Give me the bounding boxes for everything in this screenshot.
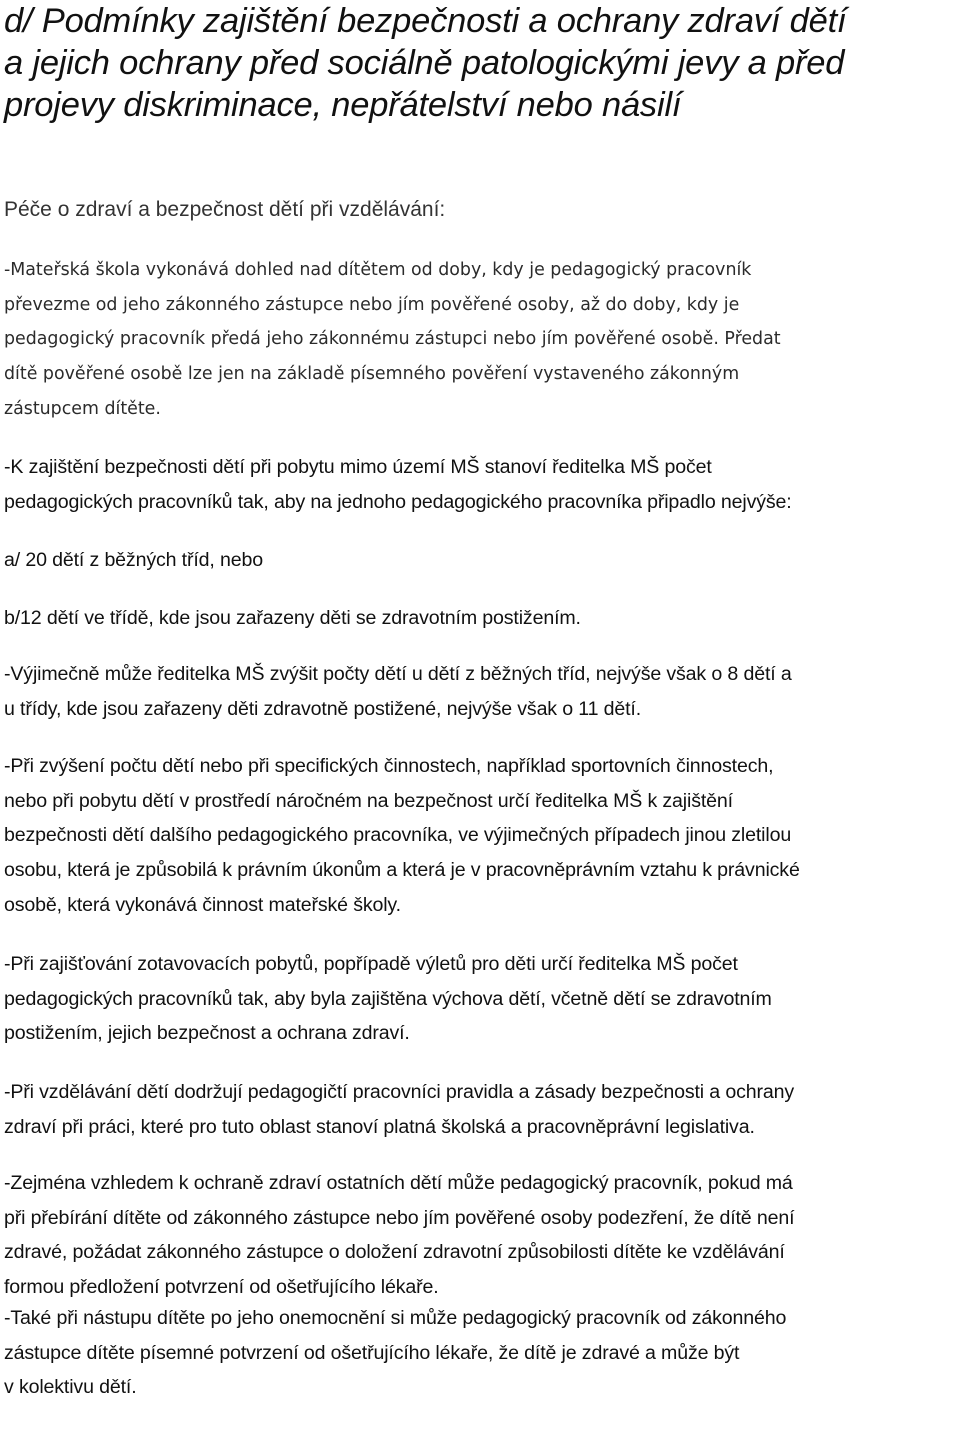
paragraph-line: při přebírání dítěte od zákonného zástupce nebo jím pověřené osoby podezření, že dítě není [4,1206,795,1229]
paragraph-line: osobu, která je způsobilá k právním úkonům a která je v pracovněprávním vztahu k právnické [4,859,800,882]
paragraph-line: formou předložení potvrzení od ošetřujícího lékaře. [4,1276,439,1299]
paragraph-line: pedagogických pracovníků tak, aby na jednoho pedagogického pracovníka připadlo nejvýše: [4,490,792,513]
paragraph-line: zástupce dítěte písemné potvrzení od ošetřujícího lékaře, že dítě je zdravé a může být [4,1341,740,1364]
paragraph-line: zdravé, požádat zákonného zástupce o doložení zdravotní způsobilosti dítěte ke vzdělávání [4,1241,785,1264]
paragraph-line: převezme od jeho zákonného zástupce nebo jím pověřené osoby, až do doby, kdy je [4,294,740,315]
paragraph-line: -Při zajišťování zotavovacích pobytů, popřípadě výletů pro děti určí ředitelka MŠ počet [4,953,738,975]
section-subheading: Péče o zdraví a bezpečnost dětí při vzdělávání: [4,198,446,221]
paragraph-line: b/12 dětí ve třídě, kde jsou zařazeny děti se zdravotním postižením. [4,607,581,629]
section-heading [4,0,960,126]
paragraph-line: dítě pověřené osobě lze jen na základě písemného pověření vystaveného zákonným [4,364,740,385]
paragraph-line: v kolektivu dětí. [4,1376,137,1399]
paragraph-line: zdraví při práci, které pro tuto oblast stanoví platná školská a pracovněprávní legislativa. [4,1115,755,1138]
paragraph-line: bezpečnosti dětí dalšího pedagogického pracovníka, ve výjimečných případech jinou zletilou [4,824,792,847]
paragraph-line: zástupcem dítěte. [4,398,161,419]
paragraph-line: -Zejména vzhledem k ochraně zdraví ostatních dětí může pedagogický pracovník, pokud má [4,1172,793,1194]
paragraph-line: nebo při pobytu dětí v prostředí náročném na bezpečnost určí ředitelka MŠ k zajištění [4,789,733,812]
paragraph-line: -Při vzdělávání dětí dodržují pedagogičtí pracovníci pravidla a zásady bezpečnosti a ochrany [4,1081,795,1103]
paragraph-additional-staff [4,749,960,923]
paragraph-line: -Výjimečně může ředitelka MŠ zvýšit počty dětí u dětí z běžných tříd, nejvýše však o 8 dětí a [4,663,792,685]
paragraph-line: -Také při nástupu dítěte po jeho onemocnění si může pedagogický pracovník od zákonného [4,1307,787,1329]
paragraph-line: pedagogický pracovník předá jeho zákonnému zástupci nebo jím pověřené osobě. Předat [4,329,781,350]
paragraph-line: -Mateřská škola vykonává dohled nad dítětem od doby, kdy je pedagogický pracovník [4,260,752,280]
heading-line: projevy diskriminace, nepřátelství nebo násilí [4,86,682,124]
paragraph-line: pedagogických pracovníků tak, aby byla zajištěna výchova dětí, včetně dětí se zdravotním [4,987,772,1010]
paragraph-return-after-illness [4,1301,960,1405]
paragraph-staffing [4,450,960,519]
paragraph-line: a/ 20 dětí z běžných tříd, nebo [4,549,263,571]
paragraph-exceptions [4,657,960,726]
paragraph-line: -Při zvýšení počtu dětí nebo při specifických činnostech, například sportovních činnostech, [4,755,774,777]
paragraph-supervision [4,253,960,427]
list-item-b [4,601,960,636]
heading-line: a jejich ochrany před sociálně patologickými jevy a před [4,44,845,82]
list-item-a [4,543,960,578]
paragraph-line: u třídy, kde jsou zařazeny děti zdravotně postižené, nejvýše však o 11 dětí. [4,697,642,720]
paragraph-line: -K zajištění bezpečnosti dětí při pobytu mimo území MŠ stanoví ředitelka MŠ počet [4,456,712,478]
paragraph-trips [4,947,960,1051]
heading-line: d/ Podmínky zajištění bezpečnosti a ochrany zdraví dětí [4,2,847,40]
paragraph-health-check [4,1166,960,1305]
paragraph-line: postižením, jejich bezpečnost a ochrana zdraví. [4,1022,410,1045]
paragraph-safety-rules [4,1075,960,1144]
paragraph-line: osobě, která vykonává činnost mateřské školy. [4,893,401,916]
